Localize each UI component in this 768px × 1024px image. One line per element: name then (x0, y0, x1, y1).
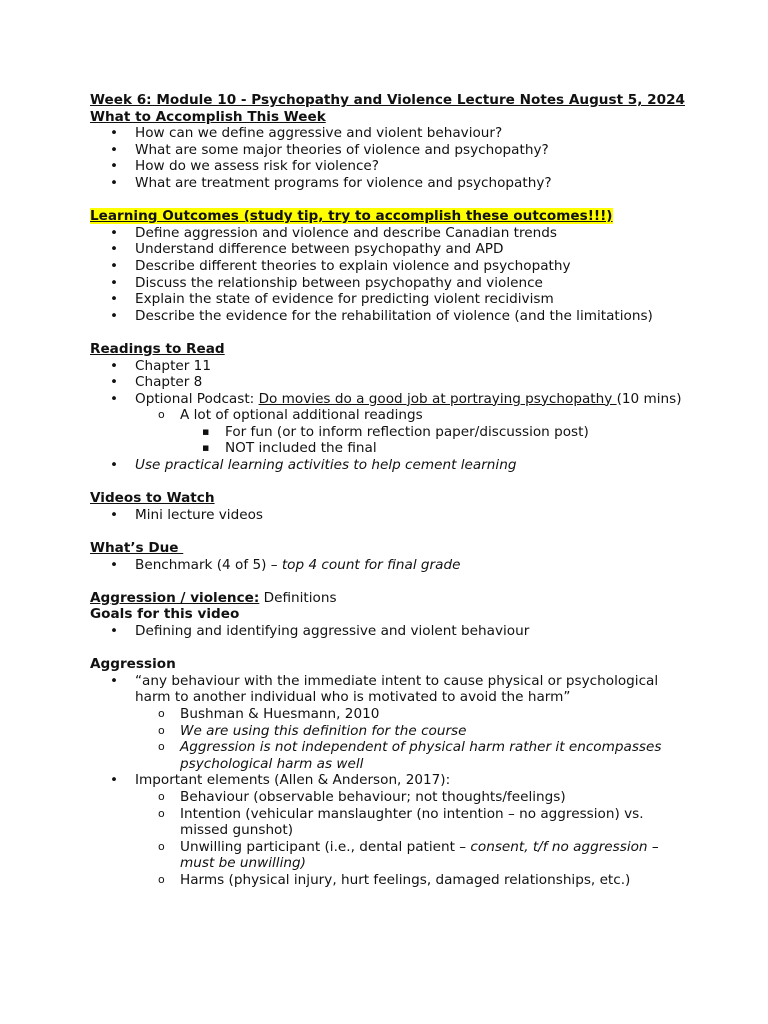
list-item: ▪ For fun (or to inform reflection paper/discussion post) (180, 424, 690, 441)
elements-heading: Important elements (Allen & Anderson, 2017): (135, 772, 451, 789)
list-item (135, 723, 690, 740)
elements-list (135, 789, 690, 889)
list-item: • How do we assess risk for violence? (90, 158, 690, 175)
due-list (90, 557, 690, 574)
list-item: • Define aggression and violence and describe Canadian trends (90, 225, 690, 242)
element-note: consent, t/f no aggression – must be unwilling) (180, 838, 659, 872)
practical-activities-text: Use practical learning activities to help cement learning (135, 457, 517, 474)
optional-readings-text: A lot of optional additional readings (180, 407, 423, 424)
list-item (90, 557, 690, 574)
list-item (135, 407, 690, 457)
list-item: o Harms (physical injury, hurt feelings, damaged relationships, etc.) (135, 872, 690, 889)
document-page (90, 92, 690, 889)
list-item: • Understand difference between psychopathy and APD (90, 241, 690, 258)
list-item: • Describe different theories to explain violence and psychopathy (90, 258, 690, 275)
optional-readings-sublist (180, 424, 690, 457)
list-item: • Chapter 11 (90, 358, 690, 375)
list-item: • What are treatment programs for violence and psychopathy? (90, 175, 690, 192)
definition-notes-list (135, 706, 690, 772)
due-heading: What’s Due (90, 540, 184, 557)
list-item: • Defining and identifying aggressive and violent behaviour (90, 623, 690, 640)
outcomes-heading-highlight: Learning Outcomes (study tip, try to accomplish these outcomes!!!) (90, 208, 613, 225)
list-item: • What are some major theories of violence and psychopathy? (90, 142, 690, 159)
podcast-link[interactable]: Do movies do a good job at portraying psychopathy (258, 390, 617, 407)
due-item-note: top 4 count for final grade (281, 556, 461, 573)
list-item (135, 839, 690, 872)
podcast-prefix: Optional Podcast: (135, 390, 259, 407)
list-item: o Intention (vehicular manslaughter (no intention – no aggression) vs. missed gunshot) (135, 806, 690, 839)
list-item: • Explain the state of evidence for predicting violent recidivism (90, 291, 690, 308)
list-item: o Behaviour (observable behaviour; not thoughts/feelings) (135, 789, 690, 806)
list-item: • Describe the evidence for the rehabilitation of violence (and the limitations) (90, 308, 690, 325)
agg-violence-heading-line (90, 590, 690, 607)
due-item-text: Benchmark (4 of 5) – (135, 556, 282, 573)
page-title: Week 6: Module 10 - Psychopathy and Violence Lecture Notes August 5, 2024 (90, 92, 685, 108)
agg-violence-heading: Aggression / violence: (90, 589, 260, 606)
list-item (90, 673, 690, 773)
list-item: • Discuss the relationship between psychopathy and violence (90, 275, 690, 292)
list-item: • Chapter 8 (90, 374, 690, 391)
aggression-list (90, 673, 690, 889)
outcomes-heading (90, 208, 690, 225)
list-item: ▪ NOT included the final (180, 440, 690, 457)
readings-list (90, 358, 690, 474)
list-item (90, 772, 690, 888)
list-item (135, 739, 690, 772)
list-item: • Mini lecture videos (90, 507, 690, 524)
accomplish-heading: What to Accomplish This Week (90, 108, 326, 125)
list-item (90, 457, 690, 474)
aggression-definition: “any behaviour with the immediate intent to cause physical or psychological harm to another individual who is motivated to avoid the harm” (135, 672, 659, 706)
outcomes-list (90, 225, 690, 325)
list-item: • How can we define aggressive and violent behaviour? (90, 125, 690, 142)
goals-list (90, 623, 690, 640)
goals-heading: Goals for this video (90, 606, 240, 623)
definition-note: Aggression is not independent of physical harm rather it encompasses psychological harm as well (180, 739, 662, 772)
videos-list (90, 507, 690, 524)
optional-readings-list (135, 407, 690, 457)
videos-heading: Videos to Watch (90, 490, 215, 507)
list-item: o Bushman & Huesmann, 2010 (135, 706, 690, 723)
podcast-suffix: (10 mins) (616, 390, 682, 407)
definition-note: We are using this definition for the course (180, 722, 467, 739)
list-item-podcast (90, 391, 690, 457)
readings-heading: Readings to Read (90, 340, 225, 357)
agg-violence-suffix: Definitions (259, 589, 337, 606)
aggression-heading: Aggression (90, 656, 176, 673)
element-text: Unwilling participant (i.e., dental patient – (180, 838, 471, 855)
accomplish-list (90, 125, 690, 191)
